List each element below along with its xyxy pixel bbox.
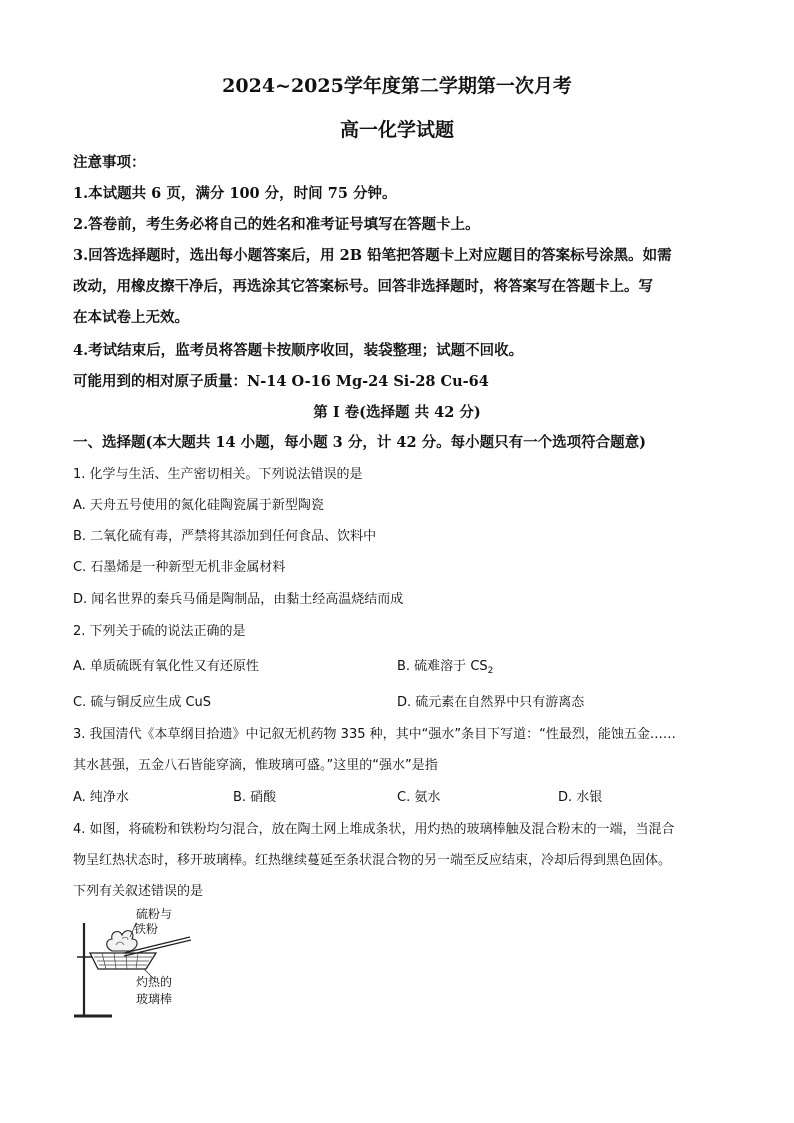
notes-heading: 注意事项：	[73, 154, 146, 171]
question-4-stem-line-1: 4. 如图，将硫粉和铁粉均匀混合，放在陶土网上堆成条状，用灼热的玻璃棒触及混合粉末的一端，当混合	[73, 822, 675, 837]
reaction-apparatus-figure	[72, 903, 202, 1028]
section-heading: 一、选择题(本大题共 14 小题，每小题 3 分，计 42 分。每小题只有一个选项符合题意)	[73, 434, 646, 451]
question-2-option-c: C. 硫与铜反应生成 CuS	[73, 695, 212, 710]
note-item-4: 4.考试结束后，监考员将答题卡按顺序收回，装袋整理；试题不回收。	[73, 342, 524, 359]
exam-subtitle: 高一化学试题	[339, 119, 454, 141]
question-1-option-c: C. 石墨烯是一种新型无机非金属材料	[73, 560, 286, 575]
label-rod-line-1: 灼热的	[136, 975, 173, 989]
label-rod-line-2: 玻璃棒	[136, 992, 173, 1006]
question-2-option-b-text: B. 硫难溶于 CS	[397, 659, 488, 674]
question-3-option-b: B. 硝酸	[233, 790, 277, 805]
subscript-2: 2	[487, 666, 494, 676]
note-item-1: 1.本试题共 6 页，满分 100 分，时间 75 分钟。	[73, 185, 397, 202]
question-4-stem-line-3: 下列有关叙述错误的是	[73, 884, 204, 899]
question-3-option-c: C. 氨水	[397, 790, 441, 805]
question-2-option-b	[397, 655, 493, 676]
atomic-masses: 可能用到的相对原子质量：N-14 O-16 Mg-24 Si-28 Cu-64	[73, 373, 489, 390]
label-powder-line-2: 铁粉	[134, 922, 159, 936]
label-powder-line-1: 硫粉与	[136, 907, 173, 921]
question-4-stem-line-2: 物呈红热状态时，移开玻璃棒。红热继续蔓延至条状混合物的另一端至反应结束，冷却后得到黑色固体。	[73, 853, 672, 868]
apparatus-drawing	[72, 903, 202, 1028]
question-3-option-d: D. 水银	[558, 790, 603, 805]
question-3-stem-line-2: 其水甚强，五金八石皆能穿滴，惟玻璃可盛。”这里的“强水”是指	[73, 758, 438, 773]
question-1-stem: 1. 化学与生活、生产密切相关。下列说法错误的是	[73, 467, 363, 482]
question-2-option-a: A. 单质硫既有氧化性又有还原性	[73, 659, 259, 674]
note-item-2: 2.答卷前，考生务必将自己的姓名和准考证号填写在答题卡上。	[73, 216, 480, 233]
question-2-stem: 2. 下列关于硫的说法正确的是	[73, 624, 246, 639]
volume-title: 第 I 卷(选择题 共 42 分)	[313, 404, 481, 421]
question-3-option-a: A. 纯净水	[73, 790, 129, 805]
powder-smoke	[107, 931, 137, 951]
note-item-3-line-3: 在本试卷上无效。	[73, 309, 189, 326]
note-item-3-line-1: 3.回答选择题时，选出每小题答案后，用 2B 铅笔把答题卡上对应题目的答案标号涂黑。如需	[73, 247, 672, 264]
question-1-option-b: B. 二氧化硫有毒，严禁将其添加到任何食品、饮料中	[73, 529, 377, 544]
question-1-option-a: A. 天舟五号使用的氮化硅陶瓷属于新型陶瓷	[73, 498, 324, 513]
exam-title: 2024~2025学年度第二学期第一次月考	[222, 75, 572, 97]
question-2-option-d: D. 硫元素在自然界中只有游离态	[397, 695, 585, 710]
question-1-option-d: D. 闻名世界的秦兵马俑是陶制品，由黏土经高温烧结而成	[73, 592, 404, 607]
note-item-3-line-2: 改动，用橡皮擦干净后，再选涂其它答案标号。回答非选择题时，将答案写在答题卡上。写	[73, 278, 653, 295]
question-3-stem-line-1: 3. 我国清代《本草纲目拾遗》中记叙无机药物 335 种，其中“强水”条目下写道：“性最烈，能蚀五金……	[73, 727, 676, 742]
